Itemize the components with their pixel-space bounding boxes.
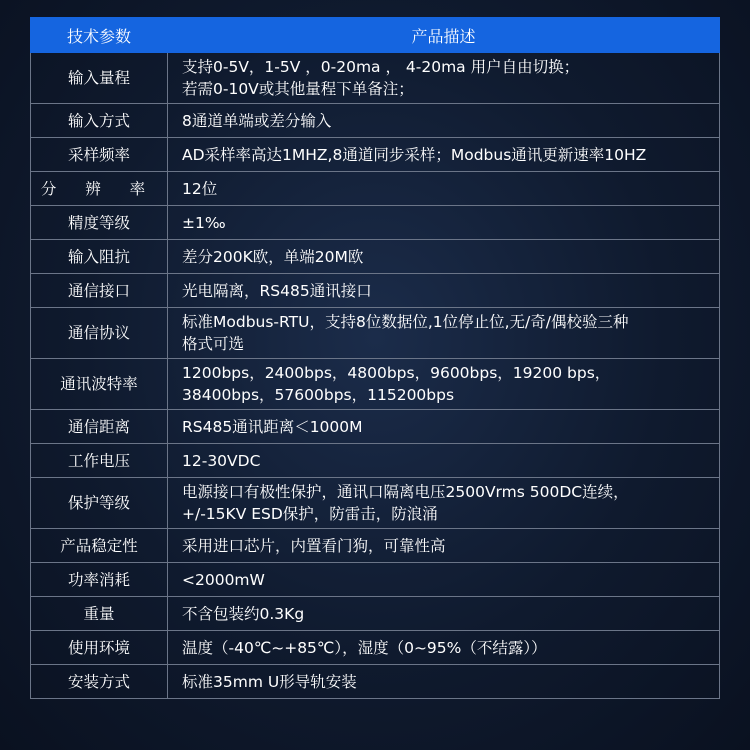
row-key: 通信距离 bbox=[31, 410, 168, 444]
header-description: 产品描述 bbox=[168, 18, 720, 53]
row-value: 光电隔离，RS485通讯接口 bbox=[168, 274, 720, 308]
row-key: 通信接口 bbox=[31, 274, 168, 308]
row-value: <2000mW bbox=[168, 563, 720, 597]
row-value: 电源接口有极性保护，通讯口隔离电压2500Vrms 500DC连续， +/-15KV ESD保护，防雷击，防浪涌 bbox=[168, 478, 720, 529]
row-key: 采样频率 bbox=[31, 138, 168, 172]
table-row bbox=[31, 529, 720, 563]
row-key: 分 辨 率 bbox=[31, 172, 168, 206]
table-row bbox=[31, 172, 720, 206]
table-row bbox=[31, 563, 720, 597]
row-key: 功率消耗 bbox=[31, 563, 168, 597]
row-key: 输入阻抗 bbox=[31, 240, 168, 274]
table-row bbox=[31, 308, 720, 359]
row-value: 温度（-40℃~+85℃），湿度（0~95%（不结露）） bbox=[168, 631, 720, 665]
row-value: RS485通讯距离＜1000M bbox=[168, 410, 720, 444]
table-row bbox=[31, 597, 720, 631]
table-header-row bbox=[31, 18, 720, 53]
row-value: 采用进口芯片，内置看门狗，可靠性高 bbox=[168, 529, 720, 563]
table-row bbox=[31, 665, 720, 699]
table-row bbox=[31, 138, 720, 172]
table-row bbox=[31, 478, 720, 529]
row-value: 标准Modbus-RTU，支持8位数据位,1位停止位,无/奇/偶校验三种 格式可选 bbox=[168, 308, 720, 359]
row-key: 重量 bbox=[31, 597, 168, 631]
row-value: ±1‰ bbox=[168, 206, 720, 240]
row-key: 精度等级 bbox=[31, 206, 168, 240]
table-row bbox=[31, 631, 720, 665]
table-row bbox=[31, 359, 720, 410]
header-param: 技术参数 bbox=[31, 18, 168, 53]
row-key: 输入量程 bbox=[31, 53, 168, 104]
row-value: 不含包装约0.3Kg bbox=[168, 597, 720, 631]
row-value: 差分200K欧，单端20M欧 bbox=[168, 240, 720, 274]
row-value: AD采样率高达1MHZ,8通道同步采样；Modbus通讯更新速率10HZ bbox=[168, 138, 720, 172]
row-key: 保护等级 bbox=[31, 478, 168, 529]
row-key: 产品稳定性 bbox=[31, 529, 168, 563]
table-row bbox=[31, 104, 720, 138]
table-row bbox=[31, 274, 720, 308]
row-key: 安装方式 bbox=[31, 665, 168, 699]
row-value: 标准35mm U形导轨安装 bbox=[168, 665, 720, 699]
row-key: 通信协议 bbox=[31, 308, 168, 359]
row-key: 工作电压 bbox=[31, 444, 168, 478]
table-row bbox=[31, 240, 720, 274]
row-value: 1200bps，2400bps，4800bps，9600bps，19200 bps， 38400bps，57600bps，115200bps bbox=[168, 359, 720, 410]
row-value: 8通道单端或差分输入 bbox=[168, 104, 720, 138]
row-value: 12-30VDC bbox=[168, 444, 720, 478]
table-row bbox=[31, 206, 720, 240]
spec-table-container bbox=[30, 17, 719, 699]
spec-table bbox=[30, 17, 720, 699]
table-row bbox=[31, 410, 720, 444]
row-value: 支持0-5V，1-5V ，0-20ma ， 4-20ma 用户自由切换； 若需0-10V或其他量程下单备注； bbox=[168, 53, 720, 104]
row-key: 使用环境 bbox=[31, 631, 168, 665]
row-key: 通讯波特率 bbox=[31, 359, 168, 410]
row-key: 输入方式 bbox=[31, 104, 168, 138]
table-row bbox=[31, 53, 720, 104]
row-value: 12位 bbox=[168, 172, 720, 206]
table-row bbox=[31, 444, 720, 478]
